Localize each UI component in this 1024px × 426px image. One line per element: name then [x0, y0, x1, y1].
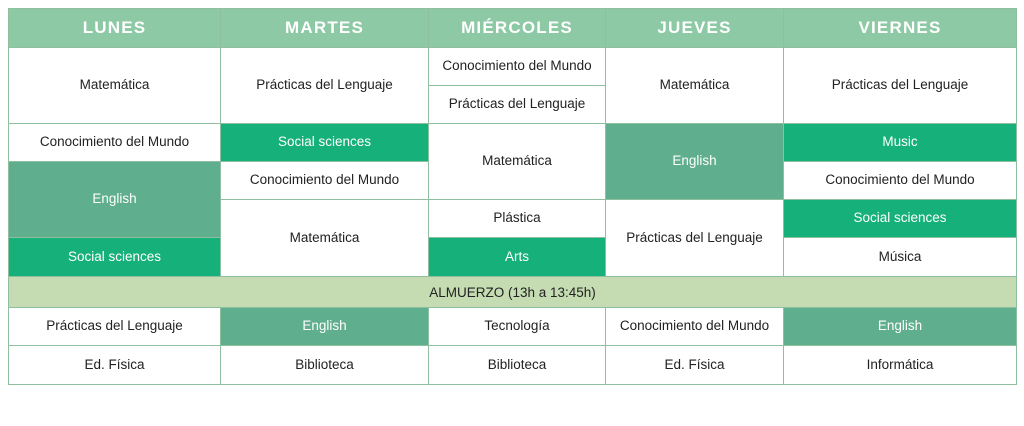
stack-jueves-morning: [606, 48, 783, 276]
day-header-viernes: VIERNES: [784, 9, 1017, 48]
schedule-table: [8, 8, 1017, 385]
schedule-body: [9, 48, 1017, 385]
day-header-jueves: JUEVES: [606, 9, 784, 48]
schedule-header: [9, 9, 1017, 48]
schedule-cell: Prácticas del Lenguaje: [429, 86, 605, 124]
column-viernes-morning: [784, 48, 1017, 277]
schedule-cell: Biblioteca: [429, 346, 605, 384]
stack-lunes-afternoon: [9, 308, 220, 384]
schedule-cell: Arts: [429, 238, 605, 276]
day-header-lunes: LUNES: [9, 9, 221, 48]
schedule-cell: Conocimiento del Mundo: [784, 162, 1016, 200]
schedule-cell: Música: [784, 238, 1016, 276]
day-header-miercoles: MIÉRCOLES: [429, 9, 606, 48]
column-jueves-afternoon: [606, 308, 784, 385]
afternoon-block-row: [9, 308, 1017, 385]
stack-viernes-morning: [784, 48, 1016, 276]
lunch-row: [9, 277, 1017, 308]
schedule-cell: Prácticas del Lenguaje: [784, 48, 1016, 124]
schedule-cell: Social sciences: [784, 200, 1016, 238]
schedule-cell: Conocimiento del Mundo: [429, 48, 605, 86]
column-miercoles-afternoon: [429, 308, 606, 385]
schedule-cell: Informática: [784, 346, 1016, 384]
schedule-cell: Ed. Física: [606, 346, 783, 384]
header-row: [9, 9, 1017, 48]
schedule-cell: Ed. Física: [9, 346, 220, 384]
stack-miercoles-morning: [429, 48, 605, 276]
schedule-cell: Conocimiento del Mundo: [9, 124, 220, 162]
schedule-cell: Biblioteca: [221, 346, 428, 384]
schedule-cell: Tecnología: [429, 308, 605, 346]
stack-lunes-morning: [9, 48, 220, 276]
column-miercoles-morning: [429, 48, 606, 277]
morning-block-row: [9, 48, 1017, 277]
schedule-cell: Social sciences: [9, 238, 220, 276]
lunch-cell: [9, 277, 1017, 308]
schedule-cell: English: [784, 308, 1016, 346]
column-martes-afternoon: [221, 308, 429, 385]
schedule-cell: Social sciences: [221, 124, 428, 162]
schedule-cell: Music: [784, 124, 1016, 162]
schedule-cell: English: [606, 124, 783, 200]
column-lunes-morning: [9, 48, 221, 277]
schedule-cell: Conocimiento del Mundo: [221, 162, 428, 200]
schedule-cell: Matemática: [606, 48, 783, 124]
lunch-label: ALMUERZO (13h a 13:45h): [429, 284, 596, 300]
column-jueves-morning: [606, 48, 784, 277]
stack-martes-morning: [221, 48, 428, 276]
stack-miercoles-afternoon: [429, 308, 605, 384]
stack-viernes-afternoon: [784, 308, 1016, 384]
schedule-cell: Prácticas del Lenguaje: [606, 200, 783, 276]
schedule-cell: Matemática: [429, 124, 605, 200]
column-martes-morning: [221, 48, 429, 277]
schedule-cell: Plástica: [429, 200, 605, 238]
schedule-cell: Prácticas del Lenguaje: [221, 48, 428, 124]
schedule-cell: Matemática: [9, 48, 220, 124]
column-viernes-afternoon: [784, 308, 1017, 385]
schedule-cell: Conocimiento del Mundo: [606, 308, 783, 346]
stack-jueves-afternoon: [606, 308, 783, 384]
schedule-cell: English: [221, 308, 428, 346]
schedule-cell: Matemática: [221, 200, 428, 276]
column-lunes-afternoon: [9, 308, 221, 385]
schedule-cell: Prácticas del Lenguaje: [9, 308, 220, 346]
schedule-cell: English: [9, 162, 220, 238]
stack-martes-afternoon: [221, 308, 428, 384]
day-header-martes: MARTES: [221, 9, 429, 48]
